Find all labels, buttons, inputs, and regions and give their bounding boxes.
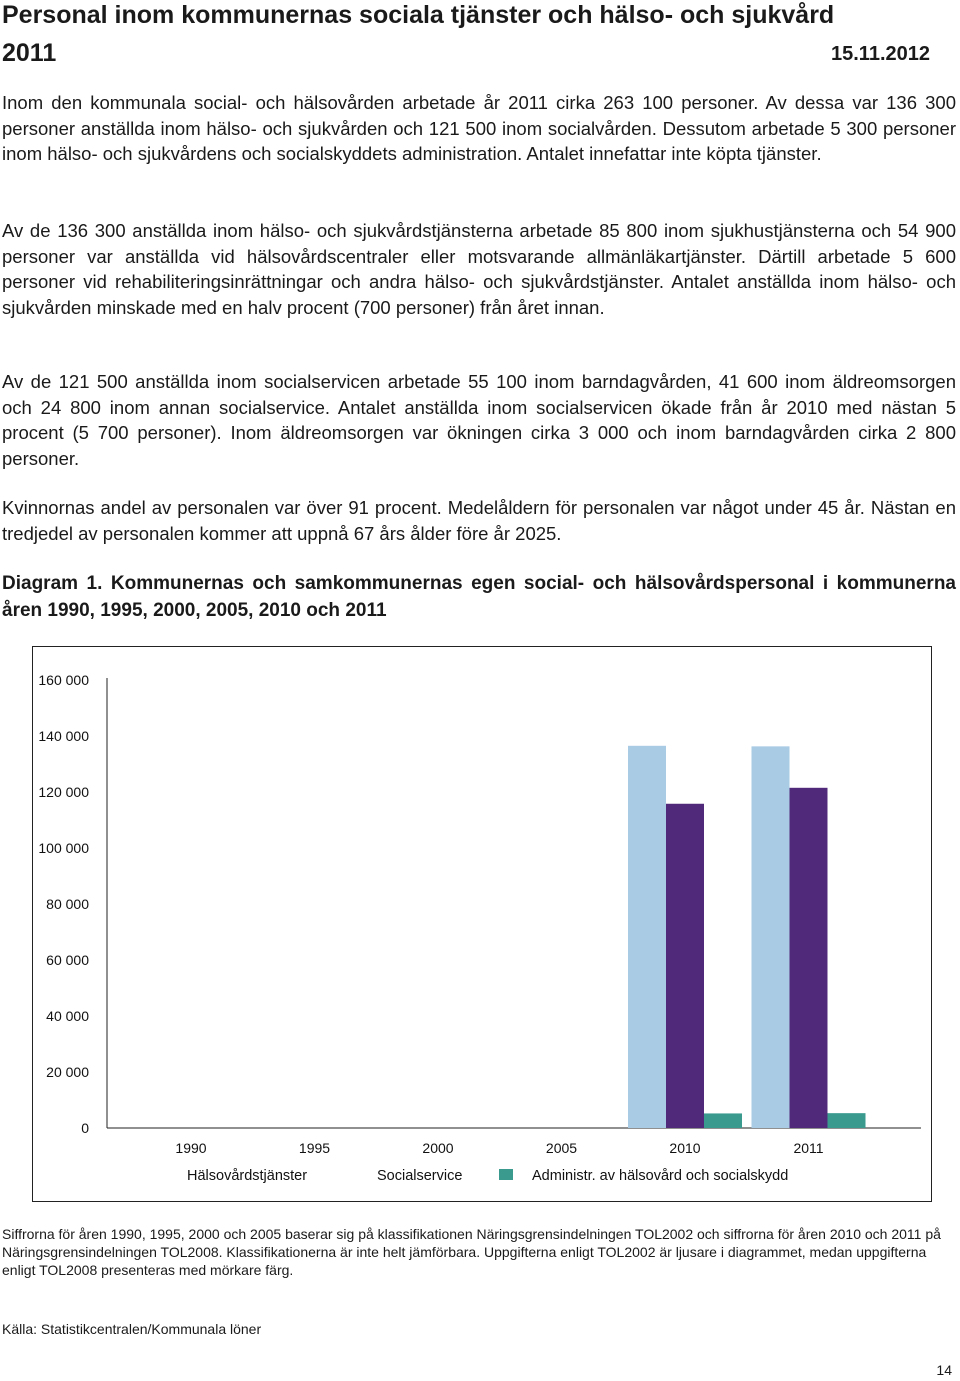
y-tick-label: 60 000 bbox=[46, 952, 89, 968]
bar-2010-series-3 bbox=[704, 1113, 742, 1128]
y-tick-label: 80 000 bbox=[46, 896, 89, 912]
publication-date: 15.11.2012 bbox=[831, 43, 930, 65]
legend-label-2: Socialservice bbox=[377, 1168, 463, 1184]
legend-swatch-1 bbox=[163, 1169, 177, 1180]
chart-frame bbox=[32, 646, 932, 1202]
chart-footnote: Siffrorna för åren 1990, 1995, 2000 och 2005 baserar sig på klassifikationen Näringsgrensindelningen TOL2002 och siffrorna för åren 2010 och 2011 på Näringsgrensindelningen TOL2008. Klassifikationerna är inte helt jämförbara. Uppgifterna enligt TOL2002 är ljusare i diagrammet, medan uppgifterna enligt TOL2008 presenteras med mörkare färg. bbox=[2, 1226, 941, 1278]
diagram-title: Diagram 1. Kommunernas och samkommunernas egen social- och hälsovårdspersonal i kommunerna åren 1990, 1995, 2000, 2005, 2010 och 2011 bbox=[2, 573, 956, 621]
y-tick-label: 20 000 bbox=[46, 1064, 89, 1080]
x-tick-label: 2010 bbox=[669, 1140, 701, 1156]
x-tick-label: 1995 bbox=[298, 1140, 331, 1156]
y-tick-label: 0 bbox=[81, 1120, 89, 1136]
x-tick-label: 2011 bbox=[793, 1140, 824, 1156]
y-tick-label: 160 000 bbox=[38, 672, 89, 688]
y-tick-label: 140 000 bbox=[38, 728, 89, 744]
bar-2011-series-3 bbox=[828, 1113, 866, 1128]
bar-2010-series-2 bbox=[666, 804, 704, 1128]
page-number: 14 bbox=[936, 1362, 952, 1378]
x-tick-label: 1990 bbox=[175, 1140, 207, 1156]
paragraph-2: Av de 136 300 anställda inom hälso- och sjukvårdstjänsterna arbetade 85 800 inom sjukhustjänsterna och 54 900 personer var anställda vid hälsovårdscentraler eller motsvarande allmänläkartjänster. Därtill arbetade 5 600 personer vid rehabiliteringsinrättningar och andra hälso- och sjukvårdstjänster. Antalet anställda inom hälso- och sjukvården minskade med en halv procent (700 personer) från året innan. bbox=[2, 220, 956, 318]
legend-swatch-3 bbox=[499, 1169, 513, 1180]
legend-swatch-2 bbox=[349, 1169, 363, 1180]
paragraph-1: Inom den kommunala social- och hälsovården arbetade år 2011 cirka 263 100 personer. Av dessa var 136 300 personer anställda inom hälso- och sjukvården och 121 500 inom socialvården. Dessutom arbetade 5 300 personer inom hälso- och sjukvårdens och socialskyddets administration. Antalet innefattar inte köpta tjänster. bbox=[2, 92, 956, 164]
bar-chart bbox=[33, 647, 933, 1203]
bar-2011-series-1 bbox=[752, 746, 790, 1128]
y-tick-label: 120 000 bbox=[38, 784, 89, 800]
legend-label-3: Administr. av hälsovård och socialskydd bbox=[532, 1168, 789, 1184]
y-tick-label: 40 000 bbox=[46, 1008, 89, 1024]
x-tick-label: 2005 bbox=[545, 1140, 578, 1156]
y-tick-label: 100 000 bbox=[38, 840, 89, 856]
x-tick-label: 2000 bbox=[422, 1140, 454, 1156]
page-title: Personal inom kommunernas sociala tjänster och hälso- och sjukvård bbox=[2, 1, 835, 29]
bar-2010-series-1 bbox=[628, 746, 666, 1128]
page-title-year: 2011 bbox=[2, 39, 57, 67]
source-line: Källa: Statistikcentralen/Kommunala löner bbox=[2, 1321, 262, 1337]
paragraph-4: Kvinnornas andel av personalen var över 91 procent. Medelåldern för personalen var något under 45 år. Nästan en tredjedel av personalen kommer att uppnå 67 års ålder före år 2025. bbox=[2, 497, 956, 544]
bar-2011-series-2 bbox=[790, 788, 828, 1128]
paragraph-3: Av de 121 500 anställda inom socialservicen arbetade 55 100 inom barndagvården, 41 600 inom äldreomsorgen och 24 800 inom annan socialservice. Antalet anställda inom socialservicen ökade från år 2010 med nästan 5 procent (5 700 personer). Inom äldreomsorgen var ökningen cirka 3 000 och inom barndagvården cirka 2 800 personer. bbox=[2, 371, 956, 469]
legend-label-1: Hälsovårdstjänster bbox=[187, 1168, 308, 1184]
